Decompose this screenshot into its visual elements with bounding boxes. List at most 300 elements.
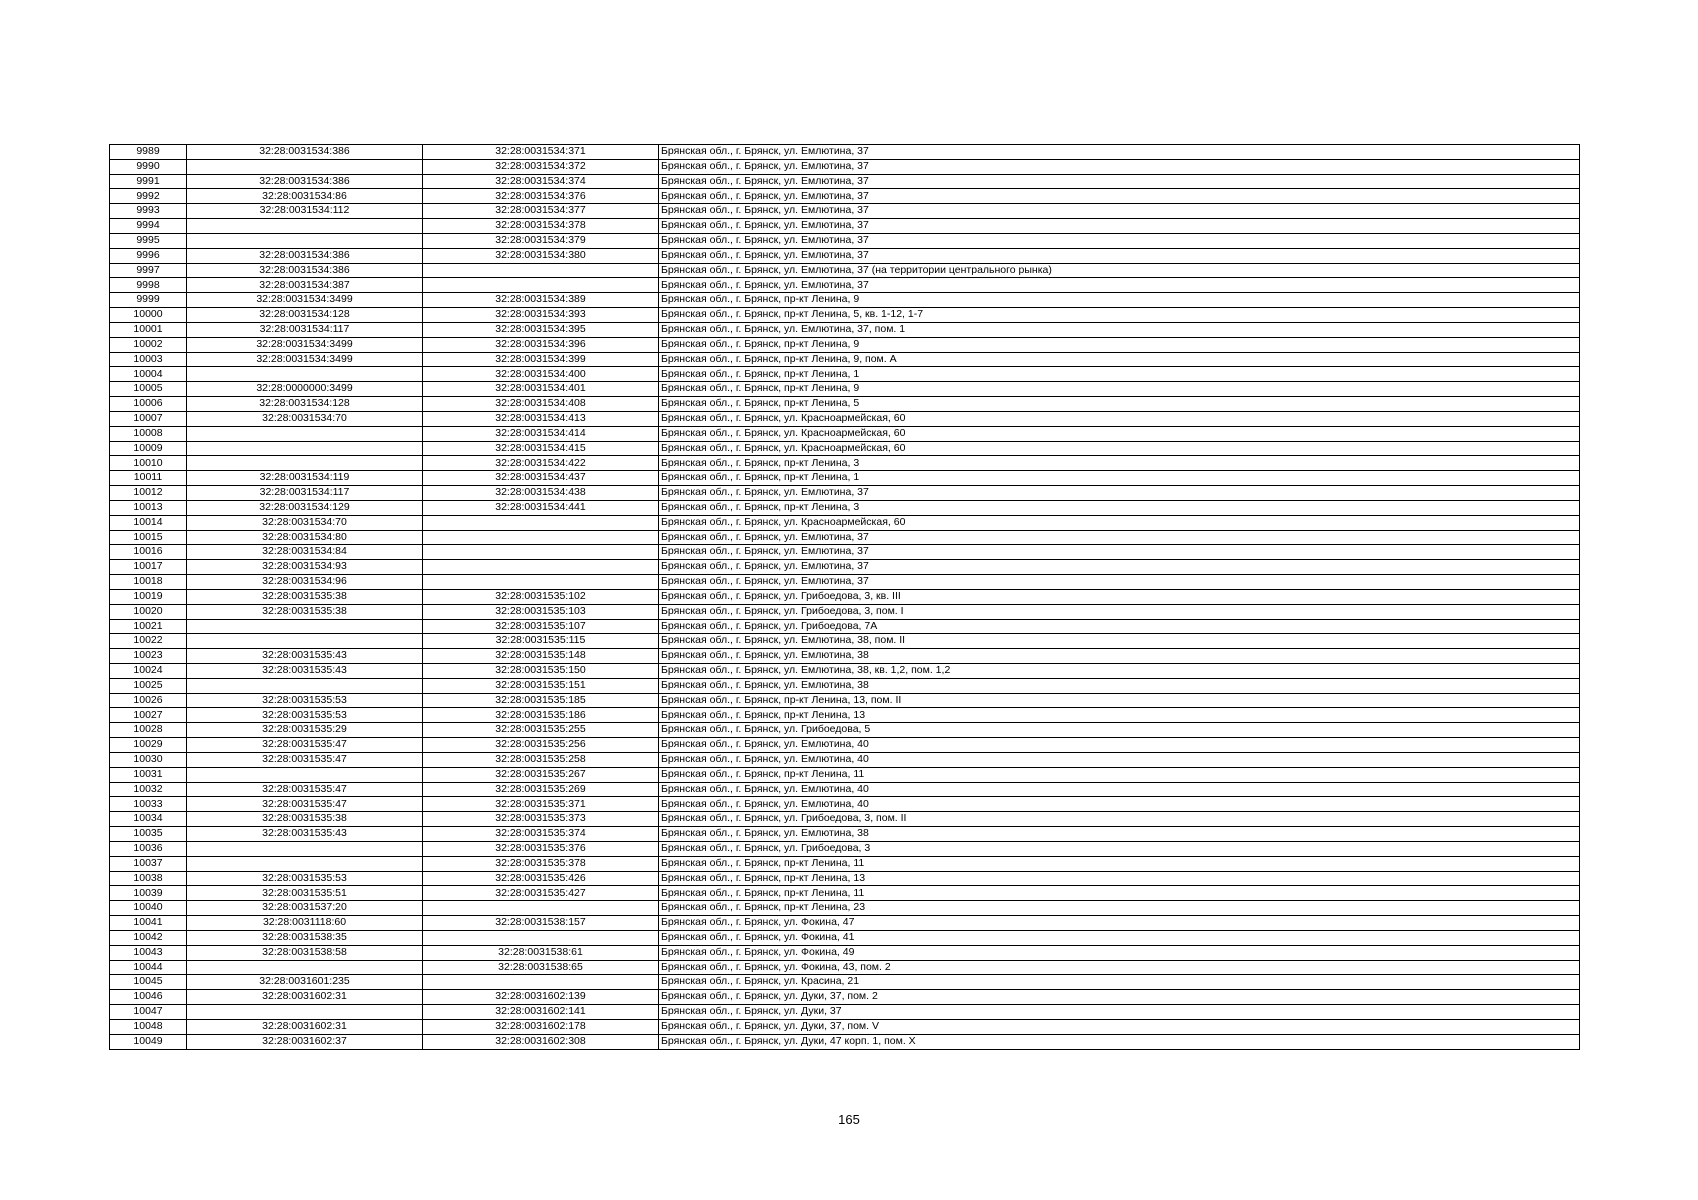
row-number-cell: 10009 bbox=[110, 441, 187, 456]
row-number-cell: 10031 bbox=[110, 767, 187, 782]
row-number-cell: 10040 bbox=[110, 901, 187, 916]
object-cadastral-number-cell: 32:28:0031534:378 bbox=[423, 219, 659, 234]
table-row bbox=[110, 767, 1580, 782]
land-cadastral-number-cell: 32:28:0031534:386 bbox=[187, 263, 423, 278]
table-row bbox=[110, 663, 1580, 678]
row-number-cell: 10001 bbox=[110, 322, 187, 337]
object-cadastral-number-cell: 32:28:0031538:61 bbox=[423, 945, 659, 960]
row-number-cell: 10008 bbox=[110, 426, 187, 441]
address-cell: Брянская обл., г. Брянск, ул. Грибоедова, 7А bbox=[659, 619, 1580, 634]
land-cadastral-number-cell: 32:28:0031534:386 bbox=[187, 174, 423, 189]
land-cadastral-number-cell: 32:28:0031534:129 bbox=[187, 500, 423, 515]
land-cadastral-number-cell bbox=[187, 367, 423, 382]
object-cadastral-number-cell bbox=[423, 575, 659, 590]
address-cell: Брянская обл., г. Брянск, ул. Грибоедова, 3, пом. II bbox=[659, 812, 1580, 827]
object-cadastral-number-cell: 32:28:0031602:178 bbox=[423, 1019, 659, 1034]
address-cell: Брянская обл., г. Брянск, ул. Емлютина, 37 bbox=[659, 204, 1580, 219]
row-number-cell: 10030 bbox=[110, 752, 187, 767]
row-number-cell: 9992 bbox=[110, 189, 187, 204]
object-cadastral-number-cell: 32:28:0031534:379 bbox=[423, 233, 659, 248]
row-number-cell: 10048 bbox=[110, 1019, 187, 1034]
land-cadastral-number-cell bbox=[187, 634, 423, 649]
object-cadastral-number-cell: 32:28:0031534:400 bbox=[423, 367, 659, 382]
table-row bbox=[110, 693, 1580, 708]
table-row bbox=[110, 827, 1580, 842]
address-cell: Брянская обл., г. Брянск, пр-кт Ленина, 11 bbox=[659, 886, 1580, 901]
land-cadastral-number-cell: 32:28:0031535:38 bbox=[187, 604, 423, 619]
row-number-cell: 9991 bbox=[110, 174, 187, 189]
table-row bbox=[110, 189, 1580, 204]
address-cell: Брянская обл., г. Брянск, ул. Емлютина, 38 bbox=[659, 678, 1580, 693]
address-cell: Брянская обл., г. Брянск, ул. Дуки, 37 bbox=[659, 1005, 1580, 1020]
row-number-cell: 9994 bbox=[110, 219, 187, 234]
row-number-cell: 10023 bbox=[110, 649, 187, 664]
table-row bbox=[110, 293, 1580, 308]
row-number-cell: 10022 bbox=[110, 634, 187, 649]
object-cadastral-number-cell: 32:28:0031534:393 bbox=[423, 308, 659, 323]
land-cadastral-number-cell: 32:28:0031535:47 bbox=[187, 797, 423, 812]
registry-table bbox=[109, 144, 1580, 1050]
object-cadastral-number-cell bbox=[423, 263, 659, 278]
object-cadastral-number-cell: 32:28:0031535:426 bbox=[423, 871, 659, 886]
address-cell: Брянская обл., г. Брянск, ул. Емлютина, 40 bbox=[659, 782, 1580, 797]
object-cadastral-number-cell: 32:28:0031534:441 bbox=[423, 500, 659, 515]
land-cadastral-number-cell: 32:28:0031534:128 bbox=[187, 397, 423, 412]
row-number-cell: 10045 bbox=[110, 975, 187, 990]
land-cadastral-number-cell: 32:28:0031535:47 bbox=[187, 752, 423, 767]
table-row bbox=[110, 738, 1580, 753]
address-cell: Брянская обл., г. Брянск, ул. Емлютина, 38, пом. II bbox=[659, 634, 1580, 649]
row-number-cell: 10003 bbox=[110, 352, 187, 367]
row-number-cell: 9990 bbox=[110, 159, 187, 174]
address-cell: Брянская обл., г. Брянск, ул. Грибоедова, 3 bbox=[659, 841, 1580, 856]
row-number-cell: 10004 bbox=[110, 367, 187, 382]
registry-sheet bbox=[109, 144, 1579, 1050]
address-cell: Брянская обл., г. Брянск, ул. Емлютина, 37 bbox=[659, 545, 1580, 560]
land-cadastral-number-cell: 32:28:0000000:3499 bbox=[187, 382, 423, 397]
table-row bbox=[110, 1034, 1580, 1049]
table-row bbox=[110, 930, 1580, 945]
table-row bbox=[110, 678, 1580, 693]
table-row bbox=[110, 426, 1580, 441]
land-cadastral-number-cell: 32:28:0031534:3499 bbox=[187, 337, 423, 352]
table-row bbox=[110, 322, 1580, 337]
land-cadastral-number-cell: 32:28:0031535:53 bbox=[187, 871, 423, 886]
table-row bbox=[110, 812, 1580, 827]
object-cadastral-number-cell: 32:28:0031534:376 bbox=[423, 189, 659, 204]
row-number-cell: 10043 bbox=[110, 945, 187, 960]
table-row bbox=[110, 945, 1580, 960]
table-row bbox=[110, 560, 1580, 575]
row-number-cell: 9999 bbox=[110, 293, 187, 308]
address-cell: Брянская обл., г. Брянск, ул. Емлютина, 37 bbox=[659, 530, 1580, 545]
row-number-cell: 10038 bbox=[110, 871, 187, 886]
land-cadastral-number-cell: 32:28:0031535:51 bbox=[187, 886, 423, 901]
land-cadastral-number-cell bbox=[187, 233, 423, 248]
row-number-cell: 10015 bbox=[110, 530, 187, 545]
object-cadastral-number-cell: 32:28:0031534:413 bbox=[423, 411, 659, 426]
table-row bbox=[110, 604, 1580, 619]
object-cadastral-number-cell: 32:28:0031534:437 bbox=[423, 471, 659, 486]
row-number-cell: 9998 bbox=[110, 278, 187, 293]
land-cadastral-number-cell: 32:28:0031535:43 bbox=[187, 827, 423, 842]
address-cell: Брянская обл., г. Брянск, ул. Фокина, 47 bbox=[659, 916, 1580, 931]
land-cadastral-number-cell: 32:28:0031534:117 bbox=[187, 322, 423, 337]
land-cadastral-number-cell: 32:28:0031537:20 bbox=[187, 901, 423, 916]
object-cadastral-number-cell: 32:28:0031534:401 bbox=[423, 382, 659, 397]
address-cell: Брянская обл., г. Брянск, пр-кт Ленина, 13 bbox=[659, 708, 1580, 723]
object-cadastral-number-cell: 32:28:0031602:141 bbox=[423, 1005, 659, 1020]
object-cadastral-number-cell: 32:28:0031534:371 bbox=[423, 145, 659, 160]
table-row bbox=[110, 619, 1580, 634]
land-cadastral-number-cell: 32:28:0031535:29 bbox=[187, 723, 423, 738]
address-cell: Брянская обл., г. Брянск, ул. Красноармейская, 60 bbox=[659, 441, 1580, 456]
row-number-cell: 10007 bbox=[110, 411, 187, 426]
table-row bbox=[110, 916, 1580, 931]
row-number-cell: 10012 bbox=[110, 486, 187, 501]
object-cadastral-number-cell: 32:28:0031534:377 bbox=[423, 204, 659, 219]
object-cadastral-number-cell: 32:28:0031535:103 bbox=[423, 604, 659, 619]
land-cadastral-number-cell: 32:28:0031535:53 bbox=[187, 693, 423, 708]
address-cell: Брянская обл., г. Брянск, ул. Емлютина, 37 bbox=[659, 575, 1580, 590]
land-cadastral-number-cell: 32:28:0031534:86 bbox=[187, 189, 423, 204]
object-cadastral-number-cell: 32:28:0031534:399 bbox=[423, 352, 659, 367]
row-number-cell: 10027 bbox=[110, 708, 187, 723]
row-number-cell: 10032 bbox=[110, 782, 187, 797]
row-number-cell: 10018 bbox=[110, 575, 187, 590]
address-cell: Брянская обл., г. Брянск, ул. Красноармейская, 60 bbox=[659, 426, 1580, 441]
object-cadastral-number-cell bbox=[423, 560, 659, 575]
row-number-cell: 10024 bbox=[110, 663, 187, 678]
address-cell: Брянская обл., г. Брянск, пр-кт Ленина, 9, пом. А bbox=[659, 352, 1580, 367]
table-row bbox=[110, 545, 1580, 560]
row-number-cell: 10014 bbox=[110, 515, 187, 530]
object-cadastral-number-cell: 32:28:0031534:372 bbox=[423, 159, 659, 174]
address-cell: Брянская обл., г. Брянск, пр-кт Ленина, 3 bbox=[659, 500, 1580, 515]
table-row bbox=[110, 159, 1580, 174]
table-row bbox=[110, 204, 1580, 219]
row-number-cell: 9993 bbox=[110, 204, 187, 219]
table-row bbox=[110, 975, 1580, 990]
table-row bbox=[110, 352, 1580, 367]
address-cell: Брянская обл., г. Брянск, ул. Емлютина, 37 bbox=[659, 159, 1580, 174]
land-cadastral-number-cell: 32:28:0031534:80 bbox=[187, 530, 423, 545]
object-cadastral-number-cell: 32:28:0031535:371 bbox=[423, 797, 659, 812]
land-cadastral-number-cell bbox=[187, 456, 423, 471]
table-row bbox=[110, 337, 1580, 352]
address-cell: Брянская обл., г. Брянск, ул. Емлютина, 37 bbox=[659, 189, 1580, 204]
object-cadastral-number-cell bbox=[423, 515, 659, 530]
row-number-cell: 10020 bbox=[110, 604, 187, 619]
table-row bbox=[110, 145, 1580, 160]
address-cell: Брянская обл., г. Брянск, пр-кт Ленина, 11 bbox=[659, 856, 1580, 871]
object-cadastral-number-cell: 32:28:0031534:396 bbox=[423, 337, 659, 352]
object-cadastral-number-cell bbox=[423, 545, 659, 560]
object-cadastral-number-cell: 32:28:0031602:308 bbox=[423, 1034, 659, 1049]
row-number-cell: 10016 bbox=[110, 545, 187, 560]
row-number-cell: 10047 bbox=[110, 1005, 187, 1020]
row-number-cell: 10034 bbox=[110, 812, 187, 827]
land-cadastral-number-cell: 32:28:0031602:37 bbox=[187, 1034, 423, 1049]
land-cadastral-number-cell bbox=[187, 767, 423, 782]
object-cadastral-number-cell: 32:28:0031535:269 bbox=[423, 782, 659, 797]
row-number-cell: 10033 bbox=[110, 797, 187, 812]
address-cell: Брянская обл., г. Брянск, пр-кт Ленина, 9 bbox=[659, 382, 1580, 397]
address-cell: Брянская обл., г. Брянск, ул. Фокина, 49 bbox=[659, 945, 1580, 960]
land-cadastral-number-cell bbox=[187, 219, 423, 234]
address-cell: Брянская обл., г. Брянск, ул. Дуки, 37, пом. 2 bbox=[659, 990, 1580, 1005]
address-cell: Брянская обл., г. Брянск, пр-кт Ленина, 1 bbox=[659, 367, 1580, 382]
row-number-cell: 9995 bbox=[110, 233, 187, 248]
object-cadastral-number-cell: 32:28:0031535:102 bbox=[423, 589, 659, 604]
row-number-cell: 10025 bbox=[110, 678, 187, 693]
table-row bbox=[110, 649, 1580, 664]
object-cadastral-number-cell: 32:28:0031535:185 bbox=[423, 693, 659, 708]
row-number-cell: 10028 bbox=[110, 723, 187, 738]
land-cadastral-number-cell: 32:28:0031534:128 bbox=[187, 308, 423, 323]
land-cadastral-number-cell: 32:28:0031534:387 bbox=[187, 278, 423, 293]
object-cadastral-number-cell bbox=[423, 278, 659, 293]
table-row bbox=[110, 723, 1580, 738]
land-cadastral-number-cell: 32:28:0031535:47 bbox=[187, 738, 423, 753]
address-cell: Брянская обл., г. Брянск, пр-кт Ленина, 23 bbox=[659, 901, 1580, 916]
row-number-cell: 10000 bbox=[110, 308, 187, 323]
table-row bbox=[110, 708, 1580, 723]
table-row bbox=[110, 278, 1580, 293]
land-cadastral-number-cell: 32:28:0031534:70 bbox=[187, 515, 423, 530]
row-number-cell: 10021 bbox=[110, 619, 187, 634]
land-cadastral-number-cell: 32:28:0031534:3499 bbox=[187, 293, 423, 308]
table-row bbox=[110, 589, 1580, 604]
address-cell: Брянская обл., г. Брянск, ул. Емлютина, 40 bbox=[659, 738, 1580, 753]
address-cell: Брянская обл., г. Брянск, ул. Емлютина, 37, пом. 1 bbox=[659, 322, 1580, 337]
row-number-cell: 10046 bbox=[110, 990, 187, 1005]
object-cadastral-number-cell bbox=[423, 530, 659, 545]
table-row bbox=[110, 367, 1580, 382]
address-cell: Брянская обл., г. Брянск, ул. Емлютина, 37 bbox=[659, 174, 1580, 189]
address-cell: Брянская обл., г. Брянск, ул. Дуки, 47 корп. 1, пом. X bbox=[659, 1034, 1580, 1049]
land-cadastral-number-cell: 32:28:0031534:84 bbox=[187, 545, 423, 560]
address-cell: Брянская обл., г. Брянск, ул. Дуки, 37, пом. V bbox=[659, 1019, 1580, 1034]
address-cell: Брянская обл., г. Брянск, ул. Емлютина, 37 bbox=[659, 145, 1580, 160]
table-row bbox=[110, 219, 1580, 234]
row-number-cell: 10044 bbox=[110, 960, 187, 975]
address-cell: Брянская обл., г. Брянск, ул. Емлютина, 37 bbox=[659, 233, 1580, 248]
land-cadastral-number-cell: 32:28:0031534:93 bbox=[187, 560, 423, 575]
row-number-cell: 10037 bbox=[110, 856, 187, 871]
land-cadastral-number-cell: 32:28:0031602:31 bbox=[187, 1019, 423, 1034]
table-row bbox=[110, 471, 1580, 486]
object-cadastral-number-cell: 32:28:0031535:256 bbox=[423, 738, 659, 753]
row-number-cell: 9989 bbox=[110, 145, 187, 160]
row-number-cell: 9996 bbox=[110, 248, 187, 263]
row-number-cell: 10019 bbox=[110, 589, 187, 604]
address-cell: Брянская обл., г. Брянск, ул. Фокина, 41 bbox=[659, 930, 1580, 945]
address-cell: Брянская обл., г. Брянск, пр-кт Ленина, 5, кв. 1-12, 1-7 bbox=[659, 308, 1580, 323]
row-number-cell: 10026 bbox=[110, 693, 187, 708]
table-row bbox=[110, 960, 1580, 975]
table-row bbox=[110, 782, 1580, 797]
table-row bbox=[110, 248, 1580, 263]
table-row bbox=[110, 1019, 1580, 1034]
table-row bbox=[110, 901, 1580, 916]
address-cell: Брянская обл., г. Брянск, пр-кт Ленина, 9 bbox=[659, 293, 1580, 308]
table-row bbox=[110, 886, 1580, 901]
object-cadastral-number-cell: 32:28:0031535:150 bbox=[423, 663, 659, 678]
land-cadastral-number-cell bbox=[187, 619, 423, 634]
object-cadastral-number-cell bbox=[423, 975, 659, 990]
land-cadastral-number-cell bbox=[187, 441, 423, 456]
row-number-cell: 10011 bbox=[110, 471, 187, 486]
object-cadastral-number-cell: 32:28:0031534:389 bbox=[423, 293, 659, 308]
land-cadastral-number-cell: 32:28:0031602:31 bbox=[187, 990, 423, 1005]
address-cell: Брянская обл., г. Брянск, пр-кт Ленина, 3 bbox=[659, 456, 1580, 471]
address-cell: Брянская обл., г. Брянск, ул. Красноармейская, 60 bbox=[659, 515, 1580, 530]
object-cadastral-number-cell: 32:28:0031535:427 bbox=[423, 886, 659, 901]
land-cadastral-number-cell bbox=[187, 159, 423, 174]
address-cell: Брянская обл., г. Брянск, пр-кт Ленина, 5 bbox=[659, 397, 1580, 412]
land-cadastral-number-cell: 32:28:0031534:119 bbox=[187, 471, 423, 486]
object-cadastral-number-cell: 32:28:0031534:374 bbox=[423, 174, 659, 189]
object-cadastral-number-cell: 32:28:0031534:408 bbox=[423, 397, 659, 412]
object-cadastral-number-cell: 32:28:0031535:376 bbox=[423, 841, 659, 856]
object-cadastral-number-cell: 32:28:0031534:422 bbox=[423, 456, 659, 471]
row-number-cell: 10049 bbox=[110, 1034, 187, 1049]
table-row bbox=[110, 397, 1580, 412]
table-row bbox=[110, 411, 1580, 426]
object-cadastral-number-cell: 32:28:0031535:107 bbox=[423, 619, 659, 634]
address-cell: Брянская обл., г. Брянск, ул. Грибоедова, 3, кв. III bbox=[659, 589, 1580, 604]
address-cell: Брянская обл., г. Брянск, ул. Красноармейская, 60 bbox=[659, 411, 1580, 426]
address-cell: Брянская обл., г. Брянск, пр-кт Ленина, 11 bbox=[659, 767, 1580, 782]
table-row bbox=[110, 515, 1580, 530]
table-row bbox=[110, 441, 1580, 456]
table-row bbox=[110, 530, 1580, 545]
object-cadastral-number-cell: 32:28:0031534:395 bbox=[423, 322, 659, 337]
address-cell: Брянская обл., г. Брянск, ул. Фокина, 43, пом. 2 bbox=[659, 960, 1580, 975]
object-cadastral-number-cell: 32:28:0031535:373 bbox=[423, 812, 659, 827]
row-number-cell: 10039 bbox=[110, 886, 187, 901]
object-cadastral-number-cell: 32:28:0031534:438 bbox=[423, 486, 659, 501]
row-number-cell: 10017 bbox=[110, 560, 187, 575]
row-number-cell: 10010 bbox=[110, 456, 187, 471]
address-cell: Брянская обл., г. Брянск, ул. Грибоедова, 3, пом. I bbox=[659, 604, 1580, 619]
table-row bbox=[110, 752, 1580, 767]
table-row bbox=[110, 1005, 1580, 1020]
object-cadastral-number-cell: 32:28:0031535:148 bbox=[423, 649, 659, 664]
land-cadastral-number-cell: 32:28:0031534:386 bbox=[187, 145, 423, 160]
table-row bbox=[110, 263, 1580, 278]
row-number-cell: 9997 bbox=[110, 263, 187, 278]
land-cadastral-number-cell: 32:28:0031535:53 bbox=[187, 708, 423, 723]
object-cadastral-number-cell: 32:28:0031535:374 bbox=[423, 827, 659, 842]
address-cell: Брянская обл., г. Брянск, ул. Емлютина, 37 bbox=[659, 486, 1580, 501]
page-number: 165 bbox=[838, 1112, 860, 1127]
table-row bbox=[110, 174, 1580, 189]
table-row bbox=[110, 500, 1580, 515]
land-cadastral-number-cell bbox=[187, 678, 423, 693]
land-cadastral-number-cell bbox=[187, 1005, 423, 1020]
row-number-cell: 10041 bbox=[110, 916, 187, 931]
land-cadastral-number-cell: 32:28:0031535:43 bbox=[187, 663, 423, 678]
land-cadastral-number-cell: 32:28:0031118:60 bbox=[187, 916, 423, 931]
row-number-cell: 10042 bbox=[110, 930, 187, 945]
registry-table-body bbox=[110, 145, 1580, 1050]
address-cell: Брянская обл., г. Брянск, ул. Емлютина, 38, кв. 1,2, пом. 1,2 bbox=[659, 663, 1580, 678]
address-cell: Брянская обл., г. Брянск, пр-кт Ленина, 13, пом. II bbox=[659, 693, 1580, 708]
object-cadastral-number-cell: 32:28:0031535:267 bbox=[423, 767, 659, 782]
table-row bbox=[110, 575, 1580, 590]
address-cell: Брянская обл., г. Брянск, пр-кт Ленина, 13 bbox=[659, 871, 1580, 886]
land-cadastral-number-cell: 32:28:0031535:38 bbox=[187, 589, 423, 604]
table-row bbox=[110, 990, 1580, 1005]
land-cadastral-number-cell: 32:28:0031538:58 bbox=[187, 945, 423, 960]
table-row bbox=[110, 486, 1580, 501]
address-cell: Брянская обл., г. Брянск, ул. Емлютина, 40 bbox=[659, 752, 1580, 767]
address-cell: Брянская обл., г. Брянск, ул. Емлютина, 40 bbox=[659, 797, 1580, 812]
row-number-cell: 10006 bbox=[110, 397, 187, 412]
object-cadastral-number-cell: 32:28:0031534:415 bbox=[423, 441, 659, 456]
land-cadastral-number-cell bbox=[187, 426, 423, 441]
table-row bbox=[110, 456, 1580, 471]
land-cadastral-number-cell bbox=[187, 841, 423, 856]
table-row bbox=[110, 634, 1580, 649]
object-cadastral-number-cell bbox=[423, 901, 659, 916]
land-cadastral-number-cell: 32:28:0031535:43 bbox=[187, 649, 423, 664]
row-number-cell: 10029 bbox=[110, 738, 187, 753]
address-cell: Брянская обл., г. Брянск, ул. Емлютина, 37 bbox=[659, 278, 1580, 293]
address-cell: Брянская обл., г. Брянск, ул. Емлютина, 37 (на территории центрального рынка) bbox=[659, 263, 1580, 278]
address-cell: Брянская обл., г. Брянск, ул. Емлютина, 38 bbox=[659, 827, 1580, 842]
row-number-cell: 10035 bbox=[110, 827, 187, 842]
object-cadastral-number-cell: 32:28:0031535:115 bbox=[423, 634, 659, 649]
land-cadastral-number-cell: 32:28:0031534:117 bbox=[187, 486, 423, 501]
table-row bbox=[110, 841, 1580, 856]
object-cadastral-number-cell: 32:28:0031535:186 bbox=[423, 708, 659, 723]
land-cadastral-number-cell: 32:28:0031534:70 bbox=[187, 411, 423, 426]
object-cadastral-number-cell: 32:28:0031535:255 bbox=[423, 723, 659, 738]
table-row bbox=[110, 382, 1580, 397]
land-cadastral-number-cell: 32:28:0031534:386 bbox=[187, 248, 423, 263]
address-cell: Брянская обл., г. Брянск, ул. Грибоедова, 5 bbox=[659, 723, 1580, 738]
object-cadastral-number-cell: 32:28:0031602:139 bbox=[423, 990, 659, 1005]
address-cell: Брянская обл., г. Брянск, ул. Емлютина, 38 bbox=[659, 649, 1580, 664]
row-number-cell: 10005 bbox=[110, 382, 187, 397]
address-cell: Брянская обл., г. Брянск, ул. Емлютина, 37 bbox=[659, 219, 1580, 234]
address-cell: Брянская обл., г. Брянск, пр-кт Ленина, 9 bbox=[659, 337, 1580, 352]
address-cell: Брянская обл., г. Брянск, ул. Емлютина, 37 bbox=[659, 248, 1580, 263]
address-cell: Брянская обл., г. Брянск, пр-кт Ленина, 1 bbox=[659, 471, 1580, 486]
land-cadastral-number-cell: 32:28:0031534:112 bbox=[187, 204, 423, 219]
land-cadastral-number-cell: 32:28:0031534:96 bbox=[187, 575, 423, 590]
table-row bbox=[110, 871, 1580, 886]
object-cadastral-number-cell: 32:28:0031534:380 bbox=[423, 248, 659, 263]
object-cadastral-number-cell: 32:28:0031538:65 bbox=[423, 960, 659, 975]
object-cadastral-number-cell bbox=[423, 930, 659, 945]
land-cadastral-number-cell: 32:28:0031534:3499 bbox=[187, 352, 423, 367]
address-cell: Брянская обл., г. Брянск, ул. Емлютина, 37 bbox=[659, 560, 1580, 575]
land-cadastral-number-cell: 32:28:0031601:235 bbox=[187, 975, 423, 990]
table-row bbox=[110, 308, 1580, 323]
object-cadastral-number-cell: 32:28:0031535:378 bbox=[423, 856, 659, 871]
row-number-cell: 10036 bbox=[110, 841, 187, 856]
row-number-cell: 10013 bbox=[110, 500, 187, 515]
land-cadastral-number-cell bbox=[187, 960, 423, 975]
object-cadastral-number-cell: 32:28:0031535:258 bbox=[423, 752, 659, 767]
land-cadastral-number-cell: 32:28:0031538:35 bbox=[187, 930, 423, 945]
land-cadastral-number-cell bbox=[187, 856, 423, 871]
table-row bbox=[110, 856, 1580, 871]
